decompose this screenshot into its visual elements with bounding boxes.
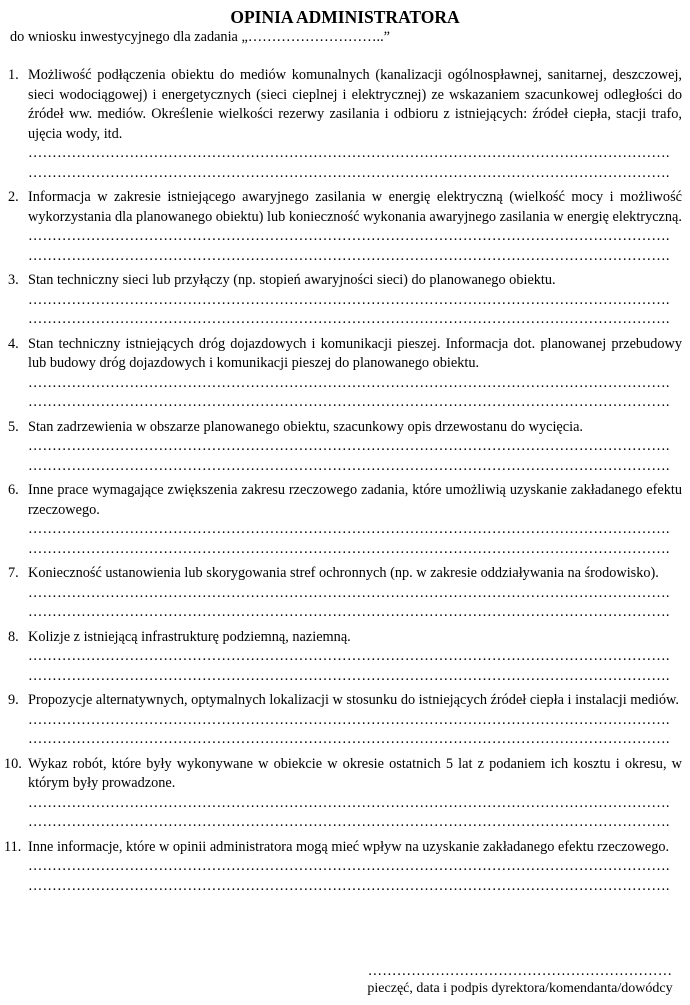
item-number: 7. [8, 565, 19, 581]
item-text: Stan zadrzewienia w obszarze planowanego obiektu, szacunkowy opis drzewostanu do wycięcia. [28, 418, 583, 435]
list-item [0, 838, 690, 897]
item-number: 11. [4, 838, 22, 855]
item-text: Stan techniczny istniejących dróg dojazdowych i komunikacji pieszej. Informacja dot. planowanej przebudowy lub budowy dróg dojazdowych i komunikacji pieszej do planowanego obiektu. [28, 335, 682, 371]
answer-line[interactable]: ……………………………………………………………………………………………………………………. [28, 311, 670, 327]
answer-line[interactable]: ……………………………………………………………………………………………………………………. [28, 457, 670, 474]
answer-line[interactable]: ……………………………………………………………………………………………………………………. [28, 164, 670, 181]
item-number: 6. [8, 482, 19, 498]
item-number: 4. [8, 335, 19, 352]
item-number: 9. [8, 692, 19, 708]
item-number: 1. [8, 67, 19, 83]
item-number: 8. [8, 628, 19, 645]
item-number: 2. [8, 189, 19, 205]
item-number: 10. [4, 755, 22, 772]
answer-line[interactable]: ……………………………………………………………………………………………………………………. [28, 731, 670, 747]
list-item [0, 418, 690, 477]
answer-line[interactable]: ……………………………………………………………………………………………………………………. [28, 247, 670, 264]
answer-line[interactable]: ……………………………………………………………………………………………………………………. [28, 667, 670, 684]
answer-line[interactable]: ……………………………………………………………………………………………………………………. [28, 584, 670, 601]
item-text: Wykaz robót, które były wykonywane w obiekcie w okresie ostatnich 5 lat z podaniem ich kosztu i okresu, w którym były prowadzone. [28, 755, 682, 791]
item-number: 3. [8, 272, 19, 288]
page-title: OPINIA ADMINISTRATORA [230, 7, 460, 27]
answer-line[interactable]: ……………………………………………………………………………………………………………………. [28, 814, 670, 830]
answer-line[interactable]: ……………………………………………………………………………………………………………………. [28, 648, 670, 664]
answer-line[interactable]: ……………………………………………………………………………………………………………………. [28, 145, 670, 161]
list-item [0, 628, 690, 687]
items-list [0, 66, 690, 901]
list-item [0, 271, 690, 330]
item-text: Inne informacje, które w opinii administratora mogą mieć wpływ na uzyskanie zakładanego efektu rzeczowego. [28, 838, 670, 855]
answer-line[interactable]: ……………………………………………………………………………………………………………………. [28, 228, 670, 244]
answer-line[interactable]: ……………………………………………………………………………………………………………………. [28, 438, 670, 454]
answer-line[interactable]: ……………………………………………………………………………………………………………………. [28, 394, 670, 410]
page-subtitle: do wniosku inwestycyjnego dla zadania „………………………..” [10, 29, 390, 45]
answer-line[interactable]: ……………………………………………………………………………………………………………………. [28, 711, 670, 728]
answer-line[interactable]: ……………………………………………………………………………………………………………………. [28, 794, 670, 811]
list-item [0, 564, 690, 623]
answer-line[interactable]: ……………………………………………………………………………………………………………………. [28, 858, 670, 874]
list-item [0, 335, 690, 413]
answer-line[interactable]: ……………………………………………………………………………………………………………………. [28, 604, 670, 620]
item-text: Konieczność ustanowienia lub skorygowania stref ochronnych (np. w zakresie oddziaływania na środowisko). [28, 565, 659, 581]
answer-line[interactable]: ……………………………………………………………………………………………………………………. [28, 877, 670, 894]
item-text: Informacja w zakresie istniejącego awaryjnego zasilania w energię elektryczną (wielkość mocy i możliwość wykorzystania dla planowanego obiektu) lub konieczność wykonania awaryjnego zasilania w energię elektryczną. [28, 189, 682, 225]
item-text: Propozycje alternatywnych, optymalnych lokalizacji w stosunku do istniejących źródeł ciepła i instalacji mediów. [28, 692, 679, 708]
item-text: Inne prace wymagające zwiększenia zakresu rzeczowego zadania, które umożliwią uzyskanie zakładanego efektu rzeczowego. [28, 482, 682, 518]
list-item [0, 481, 690, 559]
signature-line[interactable]: ……………………………………………………… [367, 963, 673, 979]
list-item [0, 755, 690, 833]
answer-line[interactable]: ……………………………………………………………………………………………………………………. [28, 291, 670, 308]
item-text: Kolizje z istniejącą infrastrukturę podziemną, naziemną. [28, 628, 351, 645]
list-item [0, 66, 690, 183]
signature-caption: pieczęć, data i podpis dyrektora/komendanta/dowódcy [367, 981, 673, 996]
item-text: Stan techniczny sieci lub przyłączy (np. stopień awaryjności sieci) do planowanego obiektu. [28, 272, 556, 288]
item-number: 5. [8, 418, 19, 435]
answer-line[interactable]: ……………………………………………………………………………………………………………………. [28, 540, 670, 557]
answer-line[interactable]: ……………………………………………………………………………………………………………………. [28, 521, 670, 537]
signature-block [360, 962, 680, 998]
answer-line[interactable]: ……………………………………………………………………………………………………………………. [28, 374, 670, 391]
list-item [0, 188, 690, 266]
item-text: Możliwość podłączenia obiektu do mediów komunalnych (kanalizacji ogólnospławnej, sanitarnej, deszczowej, sieci wodociągowej) i energetycznych (sieci cieplnej i elektrycznej) ze wskazaniem szacunkowej odległości do źródeł ww. mediów. Określenie wielkości rezerwy zasilania i odbioru z istniejących: źródeł ciepła, stacji trafo, ujęcia wody, itd. [28, 67, 682, 142]
list-item [0, 691, 690, 750]
